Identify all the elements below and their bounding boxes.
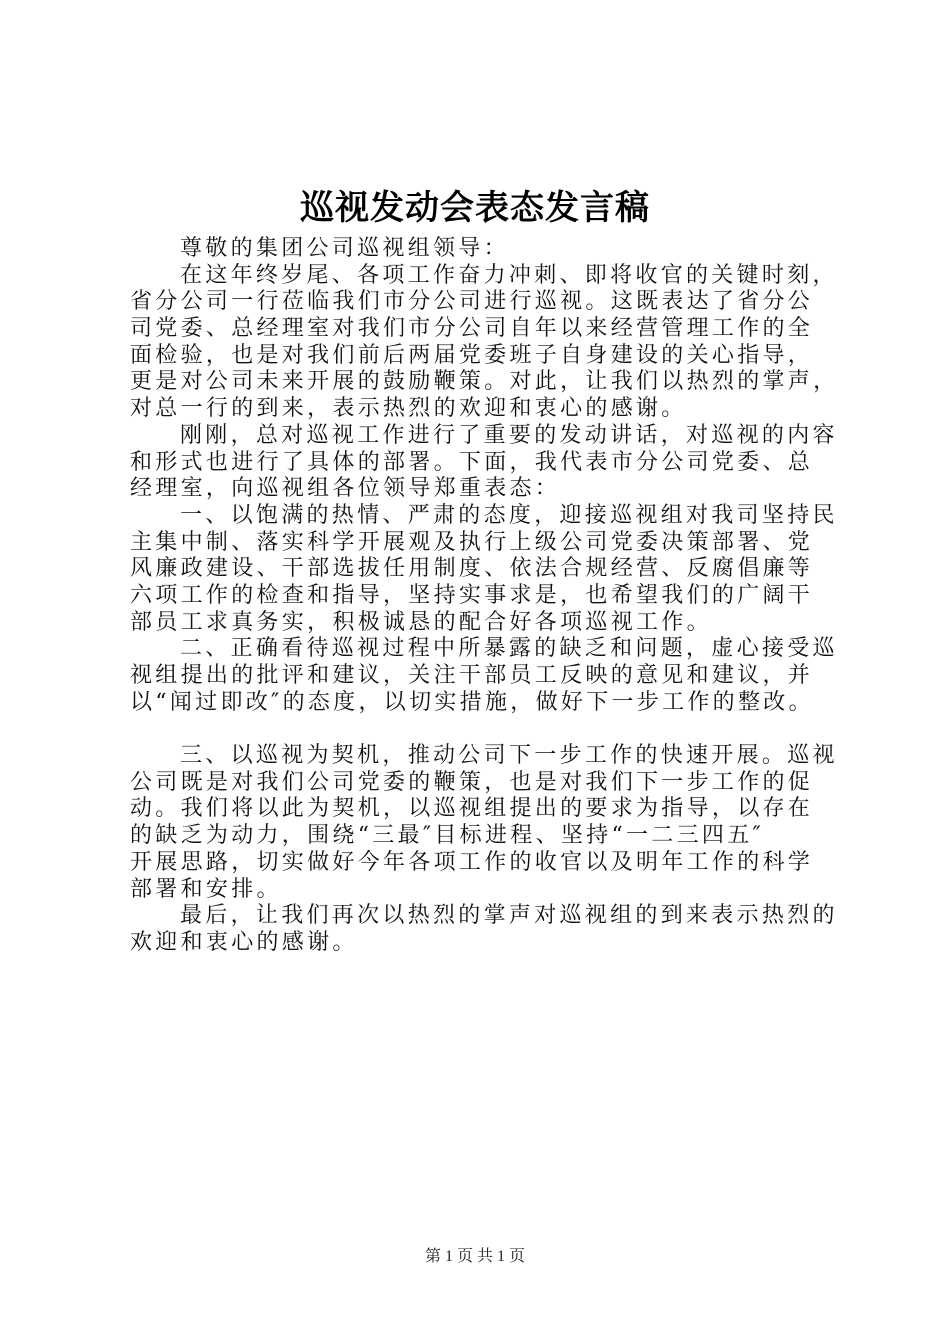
body-line: 欢迎和衷心的感谢。 [130, 929, 358, 955]
body-line: 和形式也进行了具体的部署。下面，我代表市分公司党委、总 [130, 449, 814, 475]
body-line: 尊敬的集团公司巡视组领导： [180, 236, 509, 261]
body-line: 刚刚，总对巡视工作进行了重要的发动讲话，对巡视的内容 [180, 422, 838, 448]
body-line: 的缺乏为动力，围绕“三最″目标进程、坚持“一二三四五″ [130, 823, 765, 849]
body-line: 以“闻过即改″的态度，以切实措施，做好下一步工作的整改。 [130, 689, 814, 715]
body-line: 三、以巡视为契机，推动公司下一步工作的快速开展。巡视 [180, 743, 838, 769]
body-line: 面检验，也是对我们前后两届党委班子自身建设的关心指导， [130, 342, 814, 368]
body-line: 主集中制、落实科学开展观及执行上级公司党委决策部署、党 [130, 529, 814, 555]
body-line: 部署和安排。 [130, 876, 282, 902]
body-line: 二、正确看待巡视过程中所暴露的缺乏和问题，虚心接受巡 [180, 636, 838, 662]
body-line: 对总一行的到来，表示热烈的欢迎和衷心的感谢。 [130, 396, 687, 422]
body-line: 开展思路，切实做好今年各项工作的收官以及明年工作的科学 [130, 849, 814, 875]
blank-line [130, 716, 830, 743]
body-line: 动。我们将以此为契机，以巡视组提出的要求为指导，以存在 [130, 796, 814, 822]
body-line: 部员工求真务实，积极诚恳的配合好各项巡视工作。 [130, 609, 712, 635]
body-line: 六项工作的检查和指导，坚持实事求是，也希望我们的广阔干 [130, 582, 814, 608]
body-line: 司党委、总经理室对我们市分公司自年以来经营管理工作的全 [130, 316, 814, 342]
page-number-footer: 第 1 页 共 1 页 [424, 1248, 525, 1265]
body-line: 更是对公司未来开展的鼓励鞭策。对此，让我们以热烈的掌声， [130, 369, 839, 395]
body-line: 经理室，向巡视组各位领导郑重表态： [130, 476, 561, 502]
body-line: 视组提出的批评和建议，关注干部员工反映的意见和建议，并 [130, 663, 814, 688]
body-line: 风廉政建设、干部选拔任用制度、依法合规经营、反腐倡廉等 [130, 556, 814, 582]
body-line: 一、以饱满的热情、严肃的态度，迎接巡视组对我司坚持民 [180, 502, 838, 528]
document-body [130, 236, 839, 957]
document-title: 巡视发动会表态发言稿 [300, 188, 650, 228]
body-line: 省分公司一行莅临我们市分公司进行巡视。这既表达了省分公 [130, 289, 814, 315]
body-line: 在这年终岁尾、各项工作奋力冲刺、即将收官的关键时刻， [180, 262, 838, 288]
body-line: 最后，让我们再次以热烈的掌声对巡视组的到来表示热烈的 [180, 903, 838, 929]
body-line: 公司既是对我们公司党委的鞭策，也是对我们下一步工作的促 [130, 769, 814, 795]
